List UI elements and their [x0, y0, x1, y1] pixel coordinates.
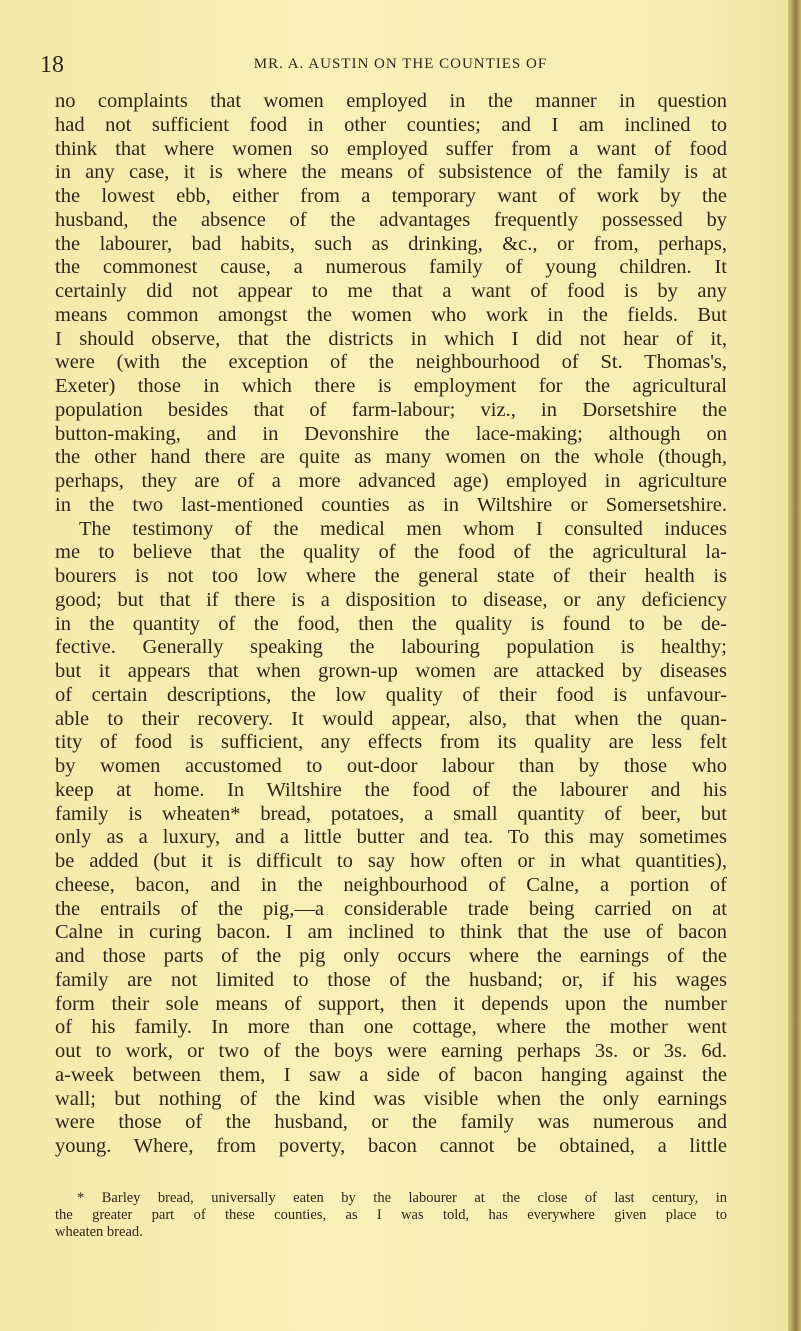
page-number: 18 — [40, 52, 64, 78]
text-line: bourers is not too low where the general state of their health is — [55, 565, 727, 587]
text-line: the lowest ebb, either from a temporary want of work by the — [55, 185, 727, 207]
text-line: out to work, or two of the boys were earning perhaps 3s. or 3s. 6d. — [55, 1040, 727, 1062]
text-line: the other hand there are quite as many women on the whole (though, — [55, 446, 727, 469]
text-line: I should observe, that the districts in which I did not hear of it, — [55, 327, 727, 350]
text-line: cheese, bacon, and in the neighbourhood of Calne, a portion of — [55, 873, 727, 896]
text-line: in the two last-mentioned counties as in Wiltshire or Somersetshire. — [55, 493, 727, 516]
text-line: the entrails of the pig,—a considerable trade being carried on at — [55, 897, 727, 920]
text-line: perhaps, they are of a more advanced age) employed in agriculture — [55, 470, 727, 492]
text-line: had not sufficient food in other counties; and I am inclined to — [55, 113, 727, 136]
footnote-line: wheaten bread. — [55, 1224, 143, 1240]
text-line: of certain descriptions, the low quality of their food is unfavour- — [55, 683, 727, 706]
text-line: husband, the absence of the advantages frequently possessed by — [55, 208, 727, 231]
text-line: means common amongst the women who work in the fields. But — [55, 303, 727, 326]
text-line: Calne in curing bacon. I am inclined to think that the use of bacon — [55, 921, 727, 944]
text-line: were those of the husband, or the family was numerous and — [55, 1111, 727, 1134]
text-line: form their sole means of support, then it depends upon the number — [55, 992, 727, 1015]
text-line: tity of food is sufficient, any effects from its quality are less felt — [55, 731, 727, 754]
text-line: by women accustomed to out-door labour than by those who — [55, 755, 727, 777]
footnote — [55, 1190, 727, 1241]
text-line: good; but that if there is a disposition to disease, or any deficiency — [55, 588, 727, 611]
footnote-line: the greater part of these counties, as I was told, has everywhere given place to — [55, 1207, 727, 1223]
text-line: me to believe that the quality of the food of the agricultural la- — [55, 541, 727, 564]
text-line: button-making, and in Devonshire the lace-making; although on — [55, 422, 727, 445]
text-line: but it appears that when grown-up women are attacked by diseases — [55, 660, 727, 682]
running-header: MR. A. AUSTIN ON THE COUNTIES OF — [253, 56, 548, 72]
text-line: able to their recovery. It would appear, also, that when the quan- — [55, 707, 727, 730]
text-line: certainly did not appear to me that a want of food is by any — [55, 280, 727, 302]
text-line: in any case, it is where the means of subsistence of the family is at — [55, 161, 727, 184]
text-line: be added (but it is difficult to say how often or in what quantities), — [55, 850, 727, 872]
text-line: were (with the exception of the neighbourhood of St. Thomas's, — [55, 351, 727, 374]
text-line: the commonest cause, a numerous family of young children. It — [55, 256, 727, 279]
text-line: family is wheaten* bread, potatoes, a small quantity of beer, but — [55, 802, 727, 825]
text-line: wall; but nothing of the kind was visible when the only earnings — [55, 1087, 727, 1110]
text-line: no complaints that women employed in the manner in question — [55, 90, 727, 112]
text-line: in the quantity of the food, then the quality is found to be de- — [55, 612, 727, 635]
text-line: Exeter) those in which there is employment for the agricultural — [55, 375, 727, 397]
text-line: of his family. In more than one cottage, where the mother went — [55, 1016, 727, 1039]
text-line: the labourer, bad habits, such as drinking, &c., or from, perhaps, — [55, 232, 727, 255]
text-line: fective. Generally speaking the labouring population is healthy; — [55, 636, 727, 659]
text-line: young. Where, from poverty, bacon cannot be obtained, a little — [55, 1135, 727, 1157]
page-edge — [788, 0, 801, 1331]
footnote-line: * Barley bread, universally eaten by the labourer at the close of last century, in — [77, 1190, 727, 1206]
text-line: family are not limited to those of the husband; or, if his wages — [55, 968, 727, 991]
text-line: think that where women so employed suffer from a want of food — [55, 137, 727, 160]
body-text — [55, 90, 727, 1159]
text-line: population besides that of farm-labour; viz., in Dorsetshire the — [55, 398, 727, 421]
text-line: keep at home. In Wiltshire the food of the labourer and his — [55, 778, 727, 801]
text-line: The testimony of the medical men whom I consulted induces — [79, 517, 727, 540]
text-line: only as a luxury, and a little butter and tea. To this may sometimes — [55, 826, 727, 849]
text-line: and those parts of the pig only occurs where the earnings of the — [55, 945, 727, 967]
text-line: a-week between them, I saw a side of bacon hanging against the — [55, 1063, 727, 1086]
